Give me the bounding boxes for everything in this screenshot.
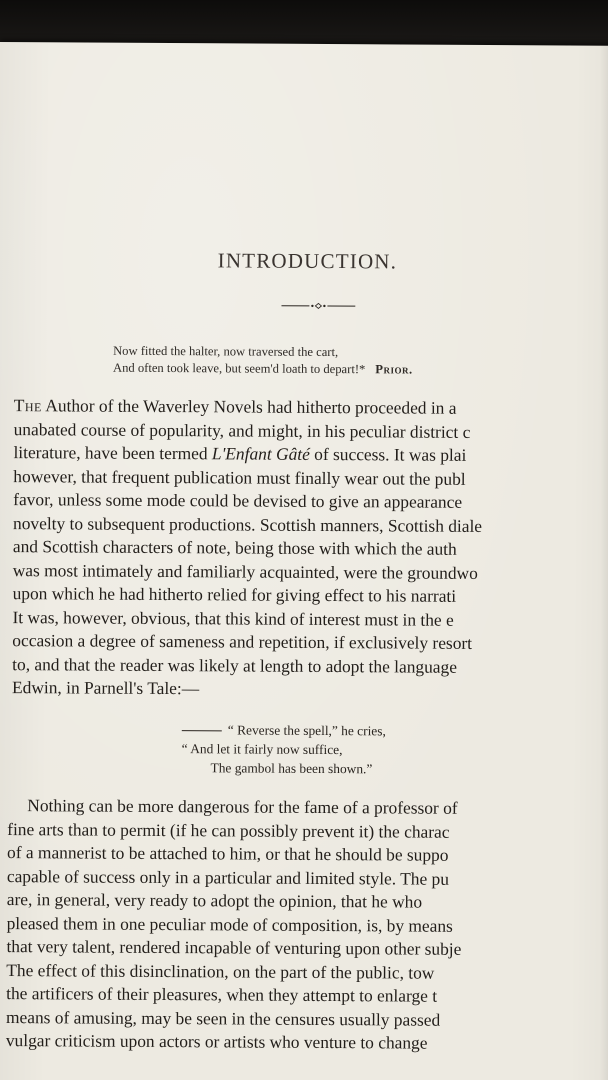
paragraph-1-line-1	[14, 394, 483, 420]
paragraph-1-line-10: It was, however, obvious, that this kind of interest must in the e	[12, 606, 454, 630]
paragraph-2	[6, 794, 462, 1055]
page-edge-shade	[600, 42, 608, 1080]
verse-dash	[182, 731, 222, 732]
paragraph-2-line-7: that very talent, rendered incapable of venturing upon other subje	[6, 936, 462, 959]
paragraph-1-line-13: Edwin, in Parnell's Tale:—	[11, 677, 200, 699]
paragraph-1-line-3-post: of success. It was plai	[309, 443, 467, 465]
paragraph-1-line-12: to, and that the reader was likely at length to adopt the language	[12, 653, 458, 677]
paragraph-2-line-4: capable of success only in a particular and limited style. The pu	[6, 865, 450, 889]
paragraph-1-line-11: occasion a degree of sameness and repetition, if exclusively resort	[12, 630, 473, 653]
verse-line-1-text: “ Reverse the spell,” he cries,	[227, 722, 386, 739]
paragraph-1-line-2: unabated course of popularity, and might, in his peculiar district c	[13, 418, 471, 442]
paragraph-1-italic-phrase: L'Enfant Gâté	[211, 443, 310, 464]
paragraph-2-line-5: are, in general, very ready to adopt the opinion, that he who	[6, 889, 423, 912]
paragraph-2-line-1: Nothing can be more dangerous for the fame of a professor of	[27, 795, 458, 818]
verse-quote	[182, 720, 386, 778]
paragraph-1	[12, 394, 483, 702]
paragraph-1-line-9: upon which he had hitherto relied for giving effect to his narrati	[12, 583, 457, 606]
paragraph-2-line-6: pleased them in one peculiar mode of composition, is, by means	[6, 912, 453, 936]
verse-line-2: “ And let it fairly now suffice,	[181, 741, 343, 758]
paragraph-2-line-3: of a mannerist to be attached to him, or that he should be suppo	[6, 842, 449, 865]
paragraph-1-opening-word: The	[13, 395, 42, 416]
paragraph-1-line-6: novelty to subsequent productions. Scottish manners, Scottish diale	[13, 512, 483, 536]
paragraph-1-line-5: favor, unless some mode could be devised to give an appearance	[13, 489, 463, 512]
paragraph-1-line-7: and Scottish characters of note, being those with which the auth	[12, 536, 457, 559]
paragraph-1-line-1-text: Author of the Waverley Novels had hitherto proceeded in a	[41, 395, 457, 418]
paragraph-2-line-11: vulgar criticism upon actors or artists who venture to change	[5, 1030, 428, 1053]
epigraph-line-2	[113, 360, 413, 379]
dark-background	[0, 0, 608, 48]
epigraph-line-1: Now fitted the halter, now traversed the cart,	[113, 343, 339, 360]
epigraph-attribution: Prior.	[375, 362, 413, 377]
epigraph-line-2-text: And often took leave, but seem'd loath to depart!*	[112, 360, 366, 377]
paragraph-1-line-4: however, that frequent publication must finally wear out the publ	[13, 465, 466, 489]
paragraph-2-line-10: means of amusing, may be seen in the censures usually passed	[5, 1006, 441, 1030]
paragraph-1-line-3-pre: literature, have been termed	[13, 442, 213, 464]
paragraph-2-line-8: The effect of this disinclination, on the part of the public, tow	[6, 959, 435, 983]
page-title: INTRODUCTION.	[217, 248, 398, 274]
epigraph	[113, 343, 413, 379]
paragraph-1-line-3	[13, 441, 482, 467]
paragraph-1-line-8: was most intimately and familiarly acquainted, were the groundwo	[12, 559, 478, 583]
ornament-rule	[281, 302, 355, 310]
book-page	[0, 42, 608, 1080]
verse-line-3: The gambol has been shown.”	[210, 760, 373, 777]
verse-line-1	[182, 720, 386, 740]
paragraph-2-line-2: fine arts than to permit (if he can possibly prevent it) the charac	[7, 818, 450, 842]
paragraph-2-line-9: the artificers of their pleasures, when they attempt to enlarge t	[6, 983, 438, 1006]
